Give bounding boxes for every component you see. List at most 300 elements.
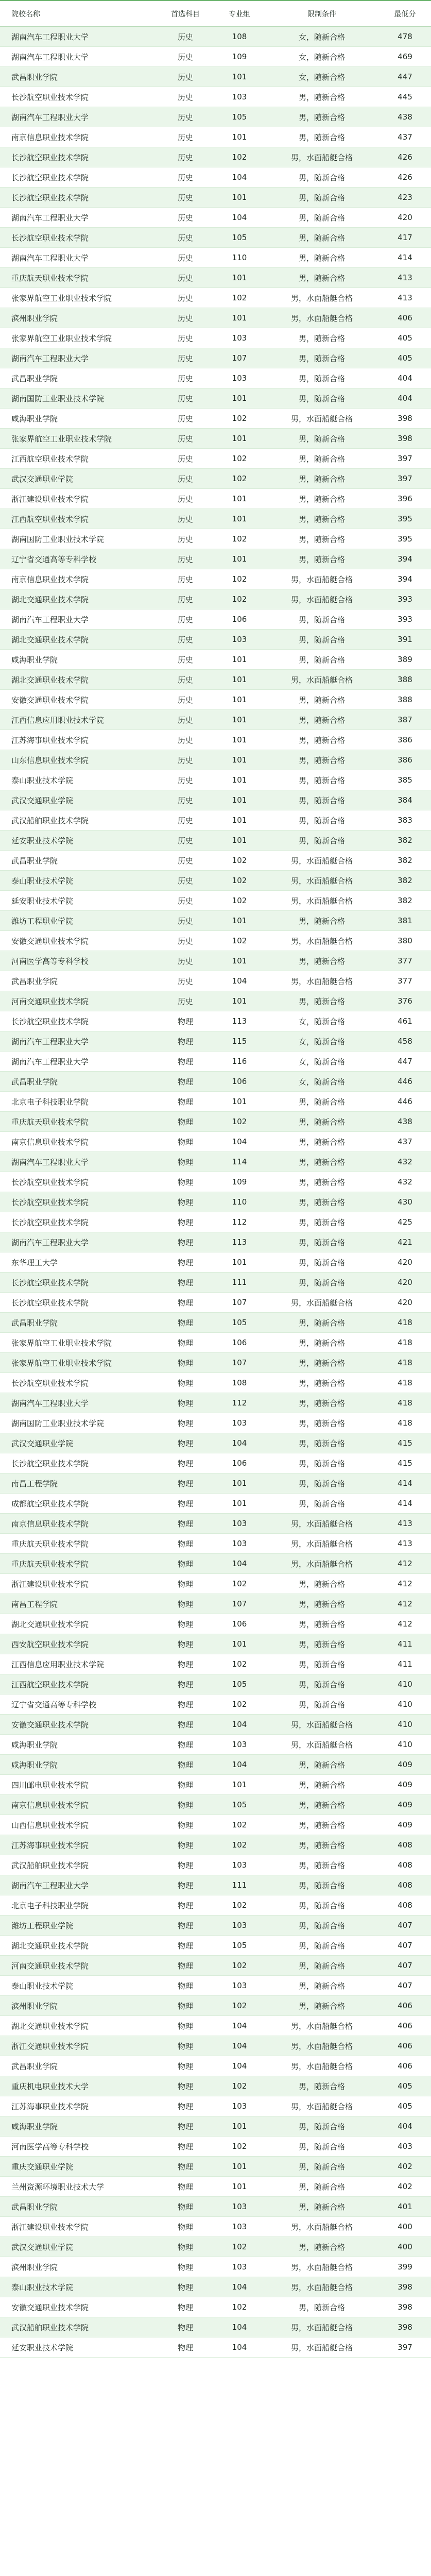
cell-subject: 物理 [157,2056,214,2076]
table-row [0,1212,431,1232]
cell-min-score: 388 [379,690,431,710]
cell-school: 南京信息职业技术学院 [0,1132,157,1152]
table-row [0,1654,431,1674]
cell-school: 湖南汽车工程职业大学 [0,208,157,228]
cell-condition: 男，水面船艇合格 [265,308,379,328]
cell-group: 108 [214,27,265,47]
table-row [0,2237,431,2257]
table-row [0,529,431,549]
cell-subject: 历史 [157,790,214,810]
cell-subject: 物理 [157,1795,214,1815]
cell-group: 101 [214,2157,265,2177]
cell-school: 湖南汽车工程职业大学 [0,248,157,268]
cell-subject: 物理 [157,2036,214,2056]
cell-subject: 物理 [157,2337,214,2358]
table-row [0,1072,431,1092]
cell-group: 102 [214,409,265,429]
cell-school: 泰山职业技术学院 [0,770,157,790]
cell-min-score: 398 [379,2317,431,2337]
cell-condition: 男，随新合格 [265,1936,379,1956]
cell-min-score: 438 [379,107,431,127]
table-row [0,127,431,147]
cell-condition: 男，随新合格 [265,127,379,147]
cell-subject: 物理 [157,1453,214,1473]
cell-condition: 男，水面船艇合格 [265,851,379,871]
table-row [0,1011,431,1031]
cell-school: 湖南汽车工程职业大学 [0,1152,157,1172]
cell-subject: 物理 [157,1554,214,1574]
cell-condition: 男，随新合格 [265,1594,379,1614]
cell-min-score: 401 [379,2197,431,2217]
cell-subject: 历史 [157,991,214,1011]
cell-min-score: 420 [379,208,431,228]
cell-subject: 物理 [157,1092,214,1112]
cell-group: 102 [214,1694,265,1715]
cell-group: 104 [214,2036,265,2056]
table-row [0,2297,431,2317]
cell-condition: 男，随新合格 [265,1092,379,1112]
cell-condition: 男，随新合格 [265,1755,379,1775]
cell-min-score: 400 [379,2217,431,2237]
cell-min-score: 411 [379,1634,431,1654]
cell-school: 张家界航空工业职业技术学院 [0,1353,157,1373]
cell-subject: 物理 [157,2197,214,2217]
cell-condition: 男，随新合格 [265,2137,379,2157]
cell-subject: 物理 [157,2116,214,2137]
cell-condition: 男，水面船艇合格 [265,670,379,690]
cell-school: 武昌职业学院 [0,1072,157,1092]
header-row [0,1,431,27]
cell-group: 105 [214,1313,265,1333]
cell-condition: 男，随新合格 [265,1996,379,2016]
cell-condition: 男，随新合格 [265,1875,379,1895]
table-row [0,1112,431,1132]
cell-condition: 男，随新合格 [265,1775,379,1795]
cell-condition: 男，水面船艇合格 [265,1514,379,1534]
cell-condition: 男，水面船艇合格 [265,409,379,429]
cell-group: 102 [214,1996,265,2016]
table-row [0,348,431,368]
cell-condition: 男，随新合格 [265,1634,379,1654]
cell-subject: 历史 [157,609,214,630]
cell-min-score: 377 [379,951,431,971]
cell-condition: 男，随新合格 [265,2197,379,2217]
cell-group: 102 [214,931,265,951]
table-row [0,2056,431,2076]
cell-group: 112 [214,1393,265,1413]
cell-group: 102 [214,449,265,469]
cell-condition: 男，随新合格 [265,710,379,730]
cell-condition: 男，水面船艇合格 [265,931,379,951]
cell-min-score: 409 [379,1815,431,1835]
header-condition: 限制条件 [265,1,379,27]
table-row [0,208,431,228]
table-row [0,188,431,208]
table-row [0,1031,431,1052]
table-row [0,951,431,971]
cell-min-score: 404 [379,2116,431,2137]
cell-subject: 历史 [157,971,214,991]
cell-min-score: 407 [379,1936,431,1956]
table-row [0,1554,431,1574]
cell-min-score: 404 [379,368,431,388]
cell-group: 103 [214,1413,265,1433]
cell-subject: 物理 [157,1534,214,1554]
cell-subject: 物理 [157,1674,214,1694]
cell-group: 101 [214,489,265,509]
cell-school: 滨州职业学院 [0,1996,157,2016]
cell-school: 浙江交通职业技术学院 [0,2036,157,2056]
cell-subject: 历史 [157,409,214,429]
cell-min-score: 402 [379,2157,431,2177]
table-row [0,810,431,831]
cell-group: 107 [214,1353,265,1373]
cell-min-score: 413 [379,1514,431,1534]
cell-group: 102 [214,2076,265,2096]
cell-condition: 男，随新合格 [265,1433,379,1453]
table-row [0,449,431,469]
cell-group: 101 [214,2177,265,2197]
cell-subject: 历史 [157,87,214,107]
table-row [0,388,431,409]
cell-min-score: 412 [379,1594,431,1614]
cell-min-score: 426 [379,167,431,188]
cell-group: 106 [214,609,265,630]
cell-condition: 男，随新合格 [265,2297,379,2317]
cell-condition: 女，随新合格 [265,1031,379,1052]
cell-group: 101 [214,991,265,1011]
table-row [0,2116,431,2137]
table-row [0,1393,431,1413]
cell-school: 成都航空职业技术学院 [0,1494,157,1514]
table-row [0,710,431,730]
table-row [0,147,431,167]
cell-min-score: 415 [379,1453,431,1473]
cell-subject: 物理 [157,2317,214,2337]
cell-min-score: 437 [379,1132,431,1152]
table-row [0,690,431,710]
cell-subject: 物理 [157,1654,214,1674]
cell-min-score: 478 [379,27,431,47]
cell-condition: 男，随新合格 [265,1694,379,1715]
cell-group: 104 [214,2337,265,2358]
cell-min-score: 393 [379,609,431,630]
cell-school: 潍坊工程职业学院 [0,1916,157,1936]
cell-group: 104 [214,2277,265,2297]
cell-subject: 历史 [157,650,214,670]
cell-condition: 男，随新合格 [265,1795,379,1815]
table-row [0,1694,431,1715]
cell-subject: 物理 [157,1835,214,1855]
cell-school: 河南交通职业技术学院 [0,1956,157,1976]
cell-school: 泰山职业技术学院 [0,2277,157,2297]
cell-min-score: 386 [379,730,431,750]
table-row [0,489,431,509]
cell-min-score: 446 [379,1092,431,1112]
cell-condition: 男，随新合格 [265,1956,379,1976]
table-row [0,2197,431,2217]
cell-subject: 物理 [157,1313,214,1333]
cell-condition: 男，随新合格 [265,268,379,288]
cell-subject: 物理 [157,1112,214,1132]
cell-condition: 男，随新合格 [265,1373,379,1393]
table-row [0,549,431,569]
cell-group: 101 [214,268,265,288]
cell-min-score: 438 [379,1112,431,1132]
cell-school: 武汉船舶职业技术学院 [0,810,157,831]
cell-school: 武昌职业学院 [0,1313,157,1333]
table-body [0,27,431,2358]
cell-min-score: 420 [379,1273,431,1293]
cell-school: 山东信息职业技术学院 [0,750,157,770]
table-row [0,1273,431,1293]
cell-subject: 物理 [157,1212,214,1232]
cell-condition: 男，水面船艇合格 [265,2096,379,2116]
cell-school: 江西航空职业技术学院 [0,449,157,469]
table-row [0,2016,431,2036]
cell-min-score: 413 [379,1534,431,1554]
cell-min-score: 410 [379,1674,431,1694]
cell-min-score: 382 [379,891,431,911]
cell-condition: 男，水面船艇合格 [265,1735,379,1755]
cell-school: 长沙航空职业技术学院 [0,1273,157,1293]
cell-group: 108 [214,1373,265,1393]
cell-group: 102 [214,288,265,308]
cell-min-score: 405 [379,2076,431,2096]
cell-group: 104 [214,1715,265,1735]
cell-school: 湖南汽车工程职业大学 [0,1393,157,1413]
cell-min-score: 399 [379,2257,431,2277]
cell-subject: 物理 [157,1775,214,1795]
cell-group: 102 [214,1815,265,1835]
cell-school: 湖南汽车工程职业大学 [0,107,157,127]
cell-min-score: 469 [379,47,431,67]
cell-subject: 物理 [157,1333,214,1353]
cell-subject: 物理 [157,1232,214,1252]
cell-condition: 男，随新合格 [265,1413,379,1433]
cell-group: 101 [214,911,265,931]
header-group: 专业组 [214,1,265,27]
cell-subject: 历史 [157,348,214,368]
cell-school: 咸海职业学院 [0,650,157,670]
cell-group: 107 [214,348,265,368]
cell-min-score: 421 [379,1232,431,1252]
cell-group: 106 [214,1614,265,1634]
cell-group: 110 [214,1192,265,1212]
cell-min-score: 410 [379,1715,431,1735]
table-row [0,1936,431,1956]
cell-school: 湖南汽车工程职业大学 [0,348,157,368]
cell-subject: 历史 [157,630,214,650]
cell-subject: 物理 [157,2096,214,2116]
table-row [0,1092,431,1112]
cell-subject: 物理 [157,2016,214,2036]
table-row [0,1795,431,1815]
table-row [0,650,431,670]
cell-condition: 男，水面船艇合格 [265,589,379,609]
cell-condition: 男，水面船艇合格 [265,971,379,991]
cell-group: 102 [214,871,265,891]
cell-group: 107 [214,1293,265,1313]
cell-school: 河南医学高等专科学校 [0,951,157,971]
cell-school: 辽宁省交通高等专科学校 [0,549,157,569]
cell-school: 山西信息职业技术学院 [0,1815,157,1835]
cell-condition: 男，水面船艇合格 [265,2317,379,2337]
cell-condition: 男，随新合格 [265,650,379,670]
cell-min-score: 412 [379,1554,431,1574]
cell-condition: 男，随新合格 [265,750,379,770]
cell-condition: 女，随新合格 [265,27,379,47]
cell-subject: 物理 [157,1293,214,1313]
cell-condition: 男，随新合格 [265,1313,379,1333]
cell-min-score: 411 [379,1654,431,1674]
table-header [0,1,431,27]
cell-group: 109 [214,47,265,67]
cell-group: 104 [214,1554,265,1574]
cell-condition: 男，水面船艇合格 [265,1534,379,1554]
cell-group: 105 [214,107,265,127]
cell-group: 102 [214,1654,265,1674]
cell-group: 101 [214,730,265,750]
cell-min-score: 423 [379,188,431,208]
table-row [0,1333,431,1353]
cell-min-score: 437 [379,127,431,147]
cell-subject: 物理 [157,1252,214,1273]
cell-group: 102 [214,1835,265,1855]
cell-min-score: 415 [379,1433,431,1453]
table-row [0,1875,431,1895]
cell-min-score: 395 [379,509,431,529]
cell-condition: 男，随新合格 [265,2116,379,2137]
cell-school: 长沙航空职业技术学院 [0,1212,157,1232]
cell-condition: 男，随新合格 [265,1835,379,1855]
cell-min-score: 432 [379,1172,431,1192]
cell-min-score: 402 [379,2177,431,2197]
cell-condition: 男，水面船艇合格 [265,288,379,308]
cell-group: 104 [214,167,265,188]
table-row [0,1353,431,1373]
cell-condition: 男，水面船艇合格 [265,891,379,911]
table-row [0,2317,431,2337]
cell-min-score: 418 [379,1353,431,1373]
cell-condition: 男，随新合格 [265,1614,379,1634]
cell-school: 重庆航天职业技术学院 [0,1554,157,1574]
cell-min-score: 412 [379,1574,431,1594]
cell-condition: 男，水面船艇合格 [265,2337,379,2358]
table-row [0,1574,431,1594]
cell-subject: 历史 [157,891,214,911]
cell-condition: 男，水面船艇合格 [265,1715,379,1735]
cell-subject: 历史 [157,710,214,730]
cell-condition: 男，随新合格 [265,1232,379,1252]
table-row [0,167,431,188]
table-row [0,1735,431,1755]
cell-condition: 男，随新合格 [265,1192,379,1212]
cell-condition: 男，随新合格 [265,831,379,851]
table-row [0,1715,431,1735]
cell-school: 湖南汽车工程职业大学 [0,1875,157,1895]
cell-subject: 物理 [157,1996,214,2016]
cell-condition: 男，随新合格 [265,730,379,750]
cell-group: 102 [214,569,265,589]
cell-condition: 男，水面船艇合格 [265,1554,379,1574]
table-row [0,1373,431,1393]
cell-condition: 男，随新合格 [265,469,379,489]
cell-school: 长沙航空职业技术学院 [0,1453,157,1473]
cell-school: 延安职业技术学院 [0,2337,157,2358]
cell-min-score: 407 [379,1916,431,1936]
cell-school: 浙江建设职业技术学院 [0,2217,157,2237]
table-row [0,569,431,589]
cell-group: 101 [214,549,265,569]
cell-group: 104 [214,1433,265,1453]
cell-school: 安徽交通职业技术学院 [0,690,157,710]
cell-condition: 男，随新合格 [265,1172,379,1192]
cell-school: 咸海职业学院 [0,409,157,429]
cell-group: 101 [214,2116,265,2137]
cell-group: 102 [214,851,265,871]
cell-condition: 男，随新合格 [265,328,379,348]
cell-min-score: 447 [379,1052,431,1072]
cell-group: 104 [214,2317,265,2337]
table-row [0,509,431,529]
cell-condition: 男，随新合格 [265,1252,379,1273]
cell-subject: 物理 [157,1895,214,1916]
cell-condition: 男，随新合格 [265,1333,379,1353]
cell-condition: 男，随新合格 [265,1895,379,1916]
cell-school: 浙江建设职业技术学院 [0,489,157,509]
cell-school: 武昌职业学院 [0,2056,157,2076]
cell-subject: 历史 [157,429,214,449]
table-row [0,1313,431,1333]
cell-subject: 物理 [157,1172,214,1192]
cell-min-score: 405 [379,2096,431,2116]
table-row [0,1614,431,1634]
cell-condition: 男，水面船艇合格 [265,1293,379,1313]
table-row [0,67,431,87]
cell-group: 104 [214,208,265,228]
cell-min-score: 425 [379,1212,431,1232]
cell-school: 滨州职业学院 [0,2257,157,2277]
cell-school: 江西航空职业技术学院 [0,509,157,529]
cell-group: 101 [214,710,265,730]
cell-min-score: 413 [379,268,431,288]
cell-min-score: 420 [379,1252,431,1273]
table-row [0,630,431,650]
cell-subject: 物理 [157,1413,214,1433]
cell-min-score: 414 [379,1473,431,1494]
cell-subject: 历史 [157,529,214,549]
cell-min-score: 382 [379,831,431,851]
cell-min-score: 414 [379,248,431,268]
table-row [0,931,431,951]
cell-group: 103 [214,1976,265,1996]
cell-subject: 物理 [157,1614,214,1634]
cell-min-score: 406 [379,308,431,328]
cell-group: 101 [214,429,265,449]
cell-subject: 历史 [157,67,214,87]
cell-school: 重庆航天职业技术学院 [0,1112,157,1132]
cell-group: 102 [214,2297,265,2317]
cell-group: 103 [214,1514,265,1534]
cell-min-score: 412 [379,1614,431,1634]
cell-subject: 物理 [157,1393,214,1413]
cell-group: 103 [214,1534,265,1554]
cell-condition: 男，随新合格 [265,630,379,650]
cell-min-score: 405 [379,328,431,348]
cell-school: 江西信息应用职业技术学院 [0,710,157,730]
table-row [0,1433,431,1453]
